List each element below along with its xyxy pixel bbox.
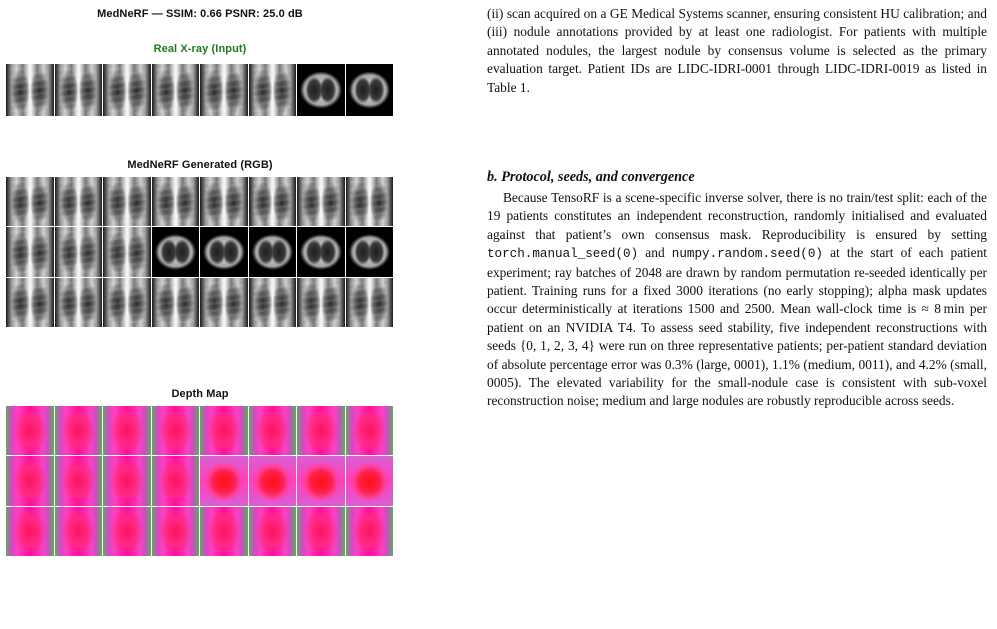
depth-map-image [103,406,151,455]
ct-slice-image [152,227,200,276]
depth-map-image [6,507,54,556]
xray-image [6,278,54,327]
depth-map-image [55,456,103,505]
section-label-input: Real X-ray (Input) [153,43,247,55]
xray-image [152,177,200,226]
xray-image [152,278,200,327]
xray-image [297,278,345,327]
paragraph-text: and [638,245,672,261]
ct-slice-image [346,64,394,116]
depth-map-image [249,406,297,455]
code-snippet: torch.manual_seed(0) [487,247,639,262]
code-snippet: numpy.random.seed(0) [671,247,823,262]
depth-map-image [152,456,200,505]
depth-map-image [103,456,151,505]
generated-rgb-grid [6,177,393,327]
xray-image [249,177,297,226]
ct-slice-image [297,227,345,276]
figure-panel [0,0,400,606]
xray-image [103,278,151,327]
depth-map-image [297,456,345,505]
depth-map-image [297,507,345,556]
body-paragraph-1: (ii) scan acquired on a GE Medical Systems scanner, ensuring consistent HU calibration; and (iii) nodule annotations provided by at least one radiologist. For patients with multiple annotated nodules, the largest nodule by consensus volume is selected as the primary evaluation target. Patient IDs are LIDC-IDRI-0001 through LIDC-IDRI-0019 as listed in Table 1. [487,6,987,95]
xray-image [297,177,345,226]
paragraph-text: at the start of each patient experiment; ray batches of 2048 are drawn by random permutation re-seeded identically per patient. Training runs for a fixed 3000 iterations (no early stopping); alpha mask updates occur deterministically at iterations 1500 and 2500. Mean wall-clock time is ≈ 8 min per patient on an NVIDIA T4. To assess seed stability, five independent reconstructions with seeds {0, 1, 2, 3, 4} were run on three representative patients; per-patient standard deviation of absolute percentage error was 0.3% (large, 0001), 1.1% (medium, 0011), and 4.2% (small, 0005). The elevated variability for the small-nodule case is consistent with sub-voxel reconstruction noise; medium and large nodules are robustly reproducible across seeds. [487,245,987,409]
xray-image [55,278,103,327]
ct-slice-image [200,227,248,276]
depth-map-image [103,507,151,556]
depth-map-image [152,406,200,455]
xray-image [103,64,151,116]
xray-image [200,64,248,116]
ct-slice-image [346,227,394,276]
depth-map-grid [6,406,393,556]
xray-image [346,177,394,226]
depth-map-image [200,456,248,505]
depth-map-image [55,507,103,556]
depth-map-image [6,406,54,455]
xray-image [249,64,297,116]
depth-map-image [346,406,394,455]
ct-slice-image [297,64,345,116]
section-heading: b. Protocol, seeds, and convergence [487,169,695,185]
ct-slice-image [249,227,297,276]
xray-image [6,64,54,116]
paragraph-text: Because TensoRF is a scene-specific inverse solver, there is no train/test split: each of the 19 patients constitutes an independent reconstruction, randomly initialised and evaluated against that patient’s own consensus mask. Reproducibility is ensured by setting [487,190,987,242]
xray-image [152,64,200,116]
section-label-generated: MedNeRF Generated (RGB) [127,159,273,171]
depth-map-image [55,406,103,455]
depth-map-image [249,456,297,505]
xray-image [6,227,54,276]
depth-map-image [200,507,248,556]
xray-image [55,64,103,116]
depth-map-image [249,507,297,556]
depth-map-image [297,406,345,455]
figure-title: MedNeRF — SSIM: 0.66 PSNR: 25.0 dB [97,8,303,20]
depth-map-image [346,456,394,505]
body-paragraph-2 [487,189,987,411]
xray-image [103,177,151,226]
xray-image [200,177,248,226]
xray-image [200,278,248,327]
depth-map-image [200,406,248,455]
depth-map-image [152,507,200,556]
depth-map-image [346,507,394,556]
section-label-depth: Depth Map [171,388,229,400]
xray-image [346,278,394,327]
xray-image [249,278,297,327]
xray-image [55,177,103,226]
xray-image [103,227,151,276]
xray-image [55,227,103,276]
xray-image [6,177,54,226]
depth-map-image [6,456,54,505]
input-xray-strip [6,64,393,116]
